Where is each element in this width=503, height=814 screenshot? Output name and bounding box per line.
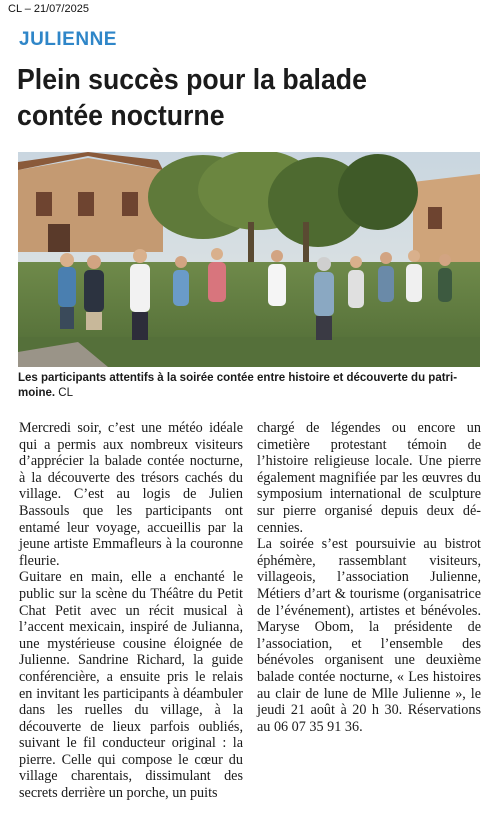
- body-paragraph-1: Mercredi soir, c’est une météo idéale qui a permis aux nombreux visiteurs d’apprécier la balade contée nocturne, à la découverte des trésors cachés du village. C’est au logis de Julien Bassouls que les participants ont entamé leur voyage, accueillis par la jeune artiste Emmafleurs à la couronne fleurie.: [19, 420, 243, 569]
- photo-caption: [18, 371, 480, 400]
- source-line: CL – 21/07/2025: [8, 3, 89, 15]
- body-paragraph-2: Guitare en main, elle a enchanté le public sur la scène du Théâtre du Petit Chat Petit avec un récit musical à l’accent mexicain, inspiré de Julianna, une mystérieuse cousine éloignée de Julienne. Sandrine Richard, la guide conférencière, a ensuite pris le relais en invitant les participants à déambuler dans les ruelles du village, à la découverte de lieux parfois oubliés, suivant le fil conducteur original : la pierre. Celle qui compose le cœur du village charentais, dissimulant des secrets derrière un porche, un puits: [19, 569, 243, 802]
- article-headline: Plein succès pour la balade contée nocturne: [17, 64, 367, 132]
- caption-text: Les participants attentifs à la soirée contée entre histoire et découverte du patrimoine.: [18, 372, 458, 399]
- article-column-right: [257, 420, 481, 735]
- article-column-left: [19, 420, 243, 802]
- garden-gathering-photo: [18, 152, 480, 367]
- section-kicker: JULIENNE: [19, 29, 117, 50]
- body-paragraph-3: La soirée s’est poursuivie au bistrot éphémère, rassemblant visiteurs, villageois, l’association Julienne, Métiers d’art & tourisme (organisatrice de l’événement), artistes et bénévoles. Maryse Obom, la présidente de l’association, et l’ensemble des bénévoles organisent une deuxième balade contée nocturne, « Les histoires au clair de lune de Mlle Julienne », le jeudi 21 août à 20 h 30. Réservations au 06 07 35 91 36.: [257, 536, 481, 735]
- article-photo: [18, 152, 480, 367]
- body-paragraph-2-continued: chargé de légendes ou encore un cimetière protestant témoin de l’histoire religieuse locale. Une pierre également magnifiée par les œuvres du symposium international de sculpture sur pierre organisé depuis deux décennies.: [257, 420, 481, 536]
- photo-credit: CL: [58, 386, 73, 399]
